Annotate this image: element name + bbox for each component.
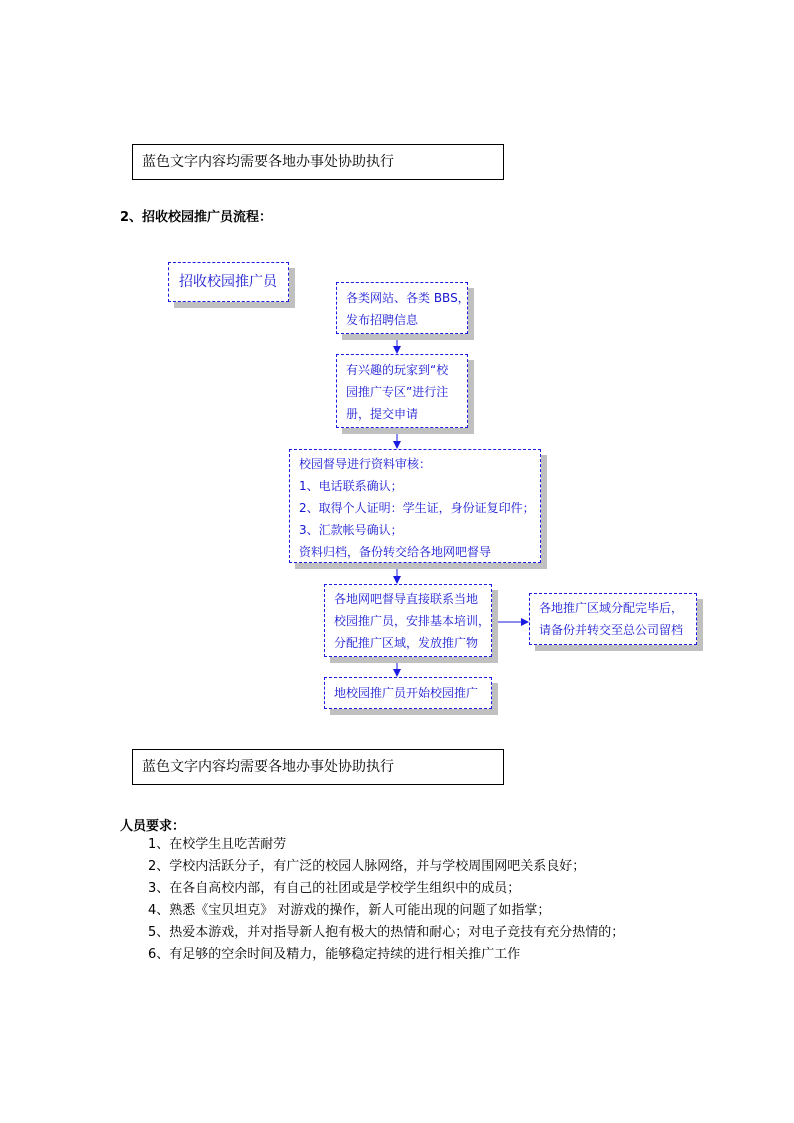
section-title: 2、招收校园推广员流程：: [120, 210, 273, 225]
requirement-item: 2、学校内活跃分子，有广泛的校园人脉网络，并与学校周围网吧关系良好；: [148, 859, 586, 874]
flow-line: 各地网吧督导直接联系当地: [334, 592, 479, 606]
requirement-item: 6、有足够的空余时间及精力，能够稳定持续的进行相关推广工作: [148, 947, 521, 962]
note-box-top: 蓝色文字内容均需要各地办事处协助执行: [132, 144, 504, 180]
flow-box-archive: [529, 593, 697, 645]
flow-box-review: [289, 449, 541, 563]
requirements-title: 人员要求：: [120, 819, 186, 834]
flow-line: 请备份并转交至总公司留档: [539, 623, 684, 637]
flow-line: 有兴趣的玩家到“校: [346, 363, 449, 377]
flow-line: 发布招聘信息: [346, 313, 419, 327]
flow-line: 分配推广区域，发放推广物: [334, 636, 479, 650]
flow-line: 2、取得个人证明：学生证，身份证复印件；: [299, 501, 535, 515]
flow-line: 校园推广员，安排基本培训，: [334, 614, 491, 628]
flow-line: 园推广专区”进行注: [346, 385, 449, 399]
flow-box-register: [336, 354, 468, 428]
flow-line: 册，提交申请: [346, 407, 419, 421]
note-box-bottom: 蓝色文字内容均需要各地办事处协助执行: [132, 749, 504, 785]
flow-line: 资料归档，备份转交给各地网吧督导: [299, 545, 492, 559]
flow-box-post-info: [336, 282, 468, 334]
flow-line: 校园督导进行资料审核：: [299, 457, 432, 471]
flow-box-recruit: 招收校园推广员: [168, 262, 289, 302]
flow-line: 各地推广区域分配完毕后，: [539, 601, 684, 615]
requirement-item: 4、熟悉《宝贝坦克》 对游戏的操作，新人可能出现的问题了如指掌；: [148, 903, 551, 918]
flow-line: 各类网站、各类 BBS，: [346, 291, 470, 305]
flow-line: 3、汇款帐号确认；: [299, 523, 403, 537]
flow-box-start: 地校园推广员开始校园推广: [324, 677, 492, 709]
flow-box-training: [324, 584, 492, 657]
requirement-item: 1、在校学生且吃苦耐劳: [148, 837, 287, 852]
requirement-item: 5、热爱本游戏，并对指导新人抱有极大的热情和耐心；对电子竞技有充分热情的；: [148, 925, 625, 940]
requirement-item: 3、在各自高校内部，有自己的社团或是学校学生组织中的成员；: [148, 881, 521, 896]
requirements-list: [148, 834, 624, 966]
flow-line: 1、电话联系确认；: [299, 479, 403, 493]
